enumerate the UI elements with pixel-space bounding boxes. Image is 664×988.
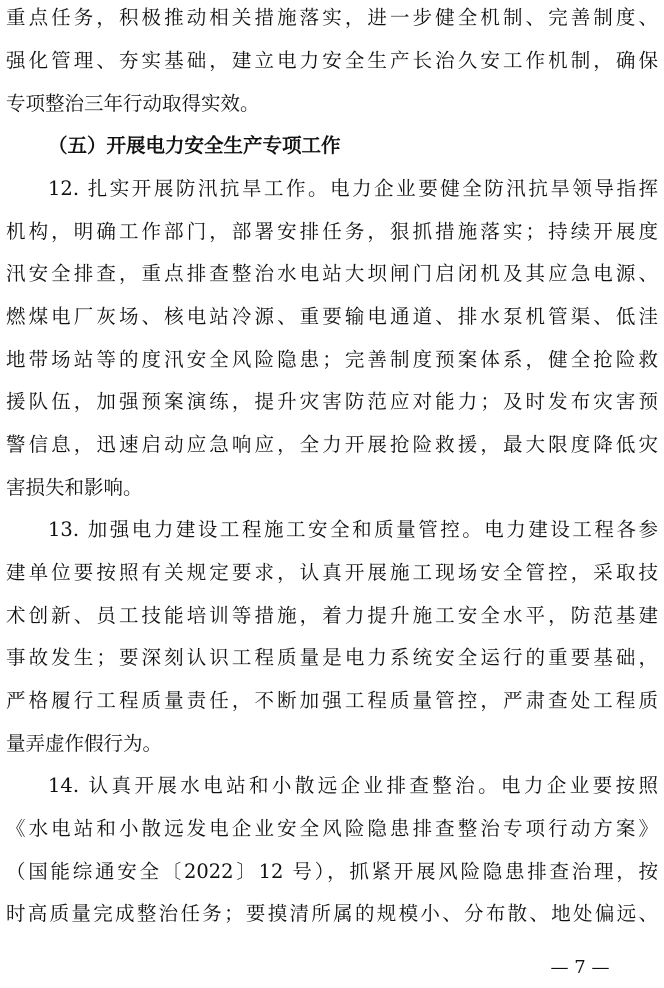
body-line: 13. 加强电力建设工程施工安全和质量管控。电力建设工程各参 [48, 518, 658, 541]
body-line: 12. 扎实开展防汛抗旱工作。电力企业要健全防汛抗旱领导指挥 [48, 177, 658, 200]
body-line: 重点任务，积极推动相关措施落实，进一步健全机制、完善制度、 [6, 6, 658, 29]
body-line: 机构，明确工作部门，部署安排任务，狠抓措施落实；持续开展度 [6, 220, 658, 243]
body-line: 《水电站和小散远发电企业安全风险隐患排查整治专项行动方案》 [6, 817, 658, 840]
body-line: 术创新、员工技能培训等措施，着力提升施工安全水平，防范基建 [6, 604, 658, 627]
body-line: 燃煤电厂灰场、核电站冷源、重要输电通道、排水泵机管渠、低洼 [6, 305, 658, 328]
body-line: 量弄虚作假行为。 [6, 732, 163, 755]
body-line: 专项整治三年行动取得实效。 [6, 92, 260, 115]
body-line: 建单位要按照有关规定要求，认真开展施工现场安全管控，采取技 [6, 561, 658, 584]
body-line: （国能综通安全〔2022〕12 号），抓紧开展风险隐患排查治理，按 [6, 860, 658, 883]
section-heading: （五）开展电力安全生产专项工作 [48, 134, 341, 157]
body-line: 强化管理、夯实基础，建立电力安全生产长治久安工作机制，确保 [6, 49, 658, 72]
body-line: 害损失和影响。 [6, 476, 143, 499]
page-number: — 7 — [550, 957, 610, 978]
body-line: 时高质量完成整治任务；要摸清所属的规模小、分布散、地处偏远、 [6, 902, 658, 925]
body-line: 援队伍，加强预案演练，提升灾害防范应对能力；及时发布灾害预 [6, 390, 658, 413]
body-line: 汛安全排查，重点排查整治水电站大坝闸门启闭机及其应急电源、 [6, 262, 658, 285]
body-line: 地带场站等的度汛安全风险隐患；完善制度预案体系，健全抢险救 [6, 348, 658, 371]
body-line: 14. 认真开展水电站和小散远企业排查整治。电力企业要按照 [48, 774, 658, 797]
body-line: 事故发生；要深刻认识工程质量是电力系统安全运行的重要基础， [6, 646, 658, 669]
body-line: 警信息，迅速启动应急响应，全力开展抢险救援，最大限度降低灾 [6, 433, 658, 456]
body-line: 严格履行工程质量责任，不断加强工程质量管控，严肃查处工程质 [6, 689, 658, 712]
